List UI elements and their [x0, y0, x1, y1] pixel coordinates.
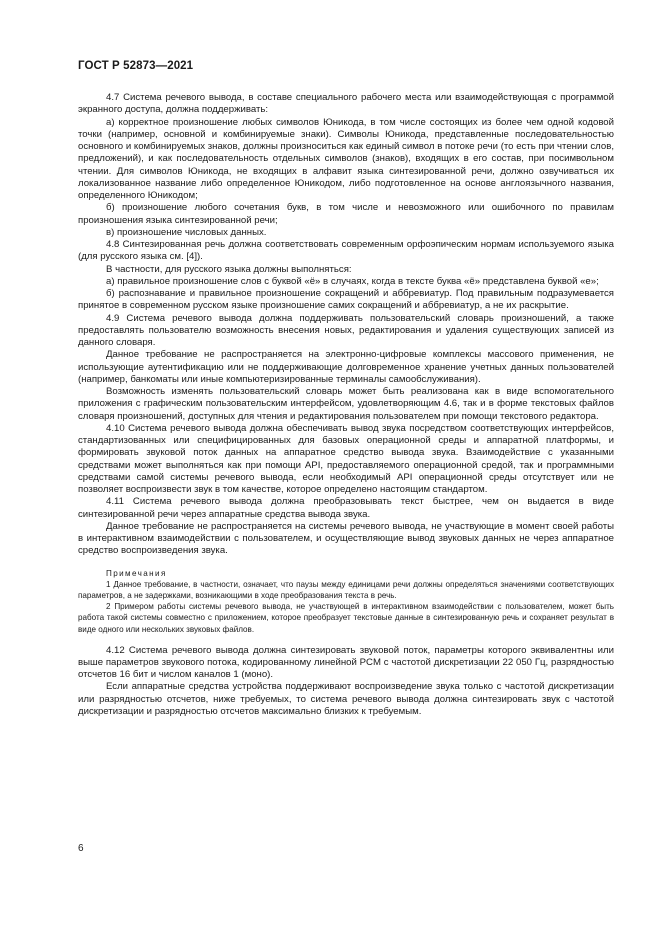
paragraph-4-7: 4.7 Система речевого вывода, в составе специального рабочего места или взаимодействующая с программой экранного доступа, должна поддерживать: — [78, 92, 614, 116]
document-header: ГОСТ Р 52873—2021 — [78, 60, 194, 72]
paragraph-4-8-intro: В частности, для русского языка должны выполняться: — [106, 263, 352, 275]
paragraph-4-8: 4.8 Синтезированная речь должна соответствовать современным орфоэпическим нормам используемого языка (для русского языка см. [4]). — [78, 239, 614, 263]
paragraph-4-9-exception: Данное требование не распространяется на электронно-цифровые комплексы массового применения, не использующие аутентификацию или не поддерживающие долговременное хранение учетных данных пользователей (например, банкоматы или иные компьютеризированные терминалы самообслуживания). — [78, 349, 614, 385]
notes-block — [78, 568, 614, 635]
paragraph-4-8-b: б) распознавание и правильное произношение сокращений и аббревиатур. Под правильным подразумевается принятое в современном русском языке произношение самих сокращений и аббревиатур, а не их раскрытие. — [78, 288, 614, 312]
document-body — [78, 92, 614, 718]
paragraph-4-12: 4.12 Система речевого вывода должна синтезировать звуковой поток, параметры которого эквивалентны или выше параметров звукового потока, кодированному линейной PCM с частотой дискретизации 22 050 Гц, разрядностью отсчетов 16 бит и числом каналов 1 (моно). — [78, 644, 614, 681]
paragraph-4-8-a: а) правильное произношение слов с буквой «ё» в случаях, когда в тексте буква «ё» представлена буквой «е»; — [106, 275, 599, 287]
paragraph-4-9: 4.9 Система речевого вывода должна поддерживать пользовательский словарь произношений, а также предоставлять пользователю возможность внесения новых, редактирования и удаления существующих записей из данного словаря. — [78, 312, 614, 348]
paragraph-4-9-dictionary: Возможность изменять пользовательский словарь может быть реализована как в виде вспомогательного приложения с графическим пользовательским интерфейсом, удовлетворяющим 4.6, так и в форме текстовых файлов словаря произношений, доступных для чтения и редактирования пользователем при помощи текстового редактора. — [78, 386, 614, 422]
paragraph-4-7-b: б) произношение любого сочетания букв, в том числе и невозможного или ошибочного по правилам произношения языка синтезированной речи; — [78, 202, 614, 226]
page-number: 6 — [78, 843, 84, 854]
paragraph-4-11: 4.11 Система речевого вывода должна преобразовывать текст быстрее, чем он выдается в виде синтезированной речи через аппаратные средства вывода звука. — [78, 496, 614, 520]
note-1: 1 Данное требование, в частности, означает, что паузы между единицами речи должны определяться значениями соответствующих параметров, а не задержками, возникающими в ходе преобразования текста в речь. — [78, 579, 614, 600]
paragraph-4-10: 4.10 Система речевого вывода должна обеспечивать вывод звука посредством соответствующих интерфейсов, стандартизованных или специфицированных для базовых операционной среды и аппаратной платформы, и формировать звуковой поток данных на аппаратное средство вывода звука. Взаимодействие с указанными средствами может выполняться как при помощи API, предоставляемого операционной средой, так и программными средствами самой системы речевого вывода, если необходимый API операционной среды отсутствует или не позволяет воспроизвести звук в том качестве, которое определено настоящим стандартом. — [78, 422, 614, 495]
notes-title: Примечания — [106, 568, 167, 578]
paragraph-4-7-a: а) корректное произношение любых символов Юникода, в том числе состоящих из более чем одной кодовой точки (например, основной и комбинируемые знаки). Символы Юникода, представленные последовательностью основного и комбинируемых знаков, должны произноситься как единый символ в потоке речи (то есть при чтении слов, предложений), и как последовательность отдельных символов (знаков), входящих в его состав, при посимвольном чтении. Для символов Юникода, не входящих в алфавит языка синтезированной речи, должно озвучиваться их локализованное название либо определенное Юникодом, либо подготовленное на основе англоязычного названия, определенного Юникодом; — [78, 116, 614, 201]
after-notes-block — [78, 645, 614, 719]
paragraph-4-12-hardware: Если аппаратные средства устройства поддерживают воспроизведение звука только с частотой дискретизации или разрядностью отсчетов, ниже требуемых, то система речевого вывода должна синтезировать звук с частотой дискретизации и разрядностью отсчетов максимально близких к требуемым. — [78, 681, 614, 717]
paragraph-4-7-v: в) произношение числовых данных. — [106, 226, 267, 238]
paragraph-4-11-exception: Данное требование не распространяется на системы речевого вывода, не участвующие в момент своей работы в интерактивном взаимодействии с пользователем, и осуществляющие вывод звуковых данных не через аппаратное средство воспроизведения звука. — [78, 520, 614, 557]
note-2: 2 Примером работы системы речевого вывода, не участвующей в интерактивном взаимодействии с пользователем, может быть работа такой системы совместно с приложением, которое преобразует текстовые данные в синтезированную речь и сохраняет результат в виде одного или нескольких звуковых файлов. — [78, 602, 614, 634]
